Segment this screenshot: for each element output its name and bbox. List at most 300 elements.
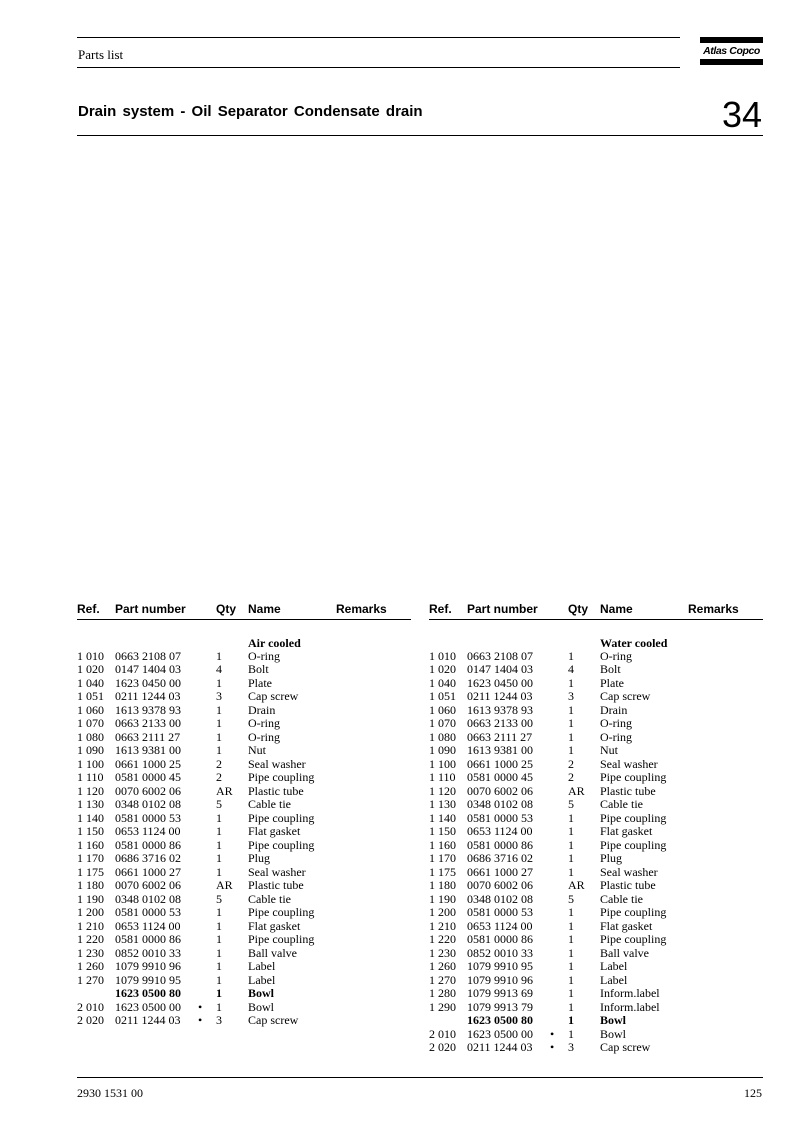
cell-ref: 1 175 (77, 864, 104, 879)
cell-ref: 1 080 (429, 729, 456, 744)
cell-name: Pipe coupling (248, 932, 315, 946)
cell-part-number: 1079 9910 96 (467, 972, 533, 987)
cell-ref: 1 060 (429, 702, 456, 717)
cell-ref: 2 020 (77, 1013, 104, 1027)
table-row (429, 920, 763, 934)
cell-part-number: 0663 2133 00 (467, 716, 533, 730)
cell-ref: 2 020 (429, 1040, 456, 1054)
cell-ref: 2 010 (429, 1026, 456, 1041)
header-remarks: Remarks (688, 602, 739, 616)
cell-qty: 1 (568, 932, 574, 946)
cell-name: Nut (600, 743, 618, 757)
cell-name: Plastic tube (600, 878, 656, 892)
cell-part-number: 0663 2108 07 (467, 648, 533, 663)
table-row (77, 866, 411, 880)
cell-name: O-ring (248, 648, 280, 663)
table-row (429, 704, 763, 718)
section-heading (429, 636, 763, 650)
table-row (429, 744, 763, 758)
cell-name: Pipe coupling (248, 810, 315, 825)
cell-part-number: 0663 2133 00 (115, 716, 181, 730)
cell-name: Plug (600, 851, 623, 865)
cell-part-number: 1079 9913 69 (467, 986, 533, 1000)
cell-name: Flat gasket (248, 918, 301, 933)
header-rule (429, 619, 763, 620)
cell-ref: 1 020 (429, 662, 456, 676)
cell-ref: 1 270 (429, 972, 456, 987)
logo-bottom-bar (700, 59, 763, 65)
cell-part-number: 0661 1000 25 (467, 756, 533, 771)
table-row (77, 906, 411, 920)
cell-ref: 1 010 (77, 648, 104, 663)
cell-ref: 1 280 (429, 986, 456, 1000)
cell-name: Cap screw (248, 689, 299, 703)
table-row (429, 974, 763, 988)
table-row (77, 839, 411, 853)
table-row (429, 785, 763, 799)
cell-qty: 1 (216, 810, 222, 825)
cell-qty: 1 (216, 864, 222, 879)
cell-name: Cap screw (248, 1013, 299, 1027)
cell-part-number: 0070 6002 06 (115, 878, 181, 892)
cell-name: Bolt (600, 662, 621, 676)
header-ref: Ref. (429, 602, 452, 616)
cell-ref: 1 230 (429, 945, 456, 960)
table-row (429, 758, 763, 772)
cell-qty: 5 (568, 797, 574, 811)
cell-ref: 2 010 (77, 999, 104, 1014)
cell-part-number: 1079 9910 95 (115, 972, 181, 987)
cell-marker: • (198, 1013, 203, 1027)
header-bottom-rule (77, 67, 680, 68)
cell-name: Inform.label (600, 999, 660, 1014)
cell-part-number: 0581 0000 53 (115, 810, 181, 825)
table-row (77, 731, 411, 745)
header-name: Name (600, 602, 633, 616)
cell-qty: 2 (568, 770, 574, 784)
cell-name: Pipe coupling (600, 905, 667, 919)
cell-part-number: 0653 1124 00 (467, 824, 533, 838)
cell-part-number: 0581 0000 86 (467, 837, 533, 852)
cell-ref: 1 051 (77, 689, 104, 703)
table-row (429, 933, 763, 947)
cell-qty: 1 (568, 824, 574, 838)
cell-qty: AR (216, 878, 233, 892)
cell-qty: AR (568, 878, 585, 892)
table-row (429, 906, 763, 920)
table-row (77, 690, 411, 704)
cell-part-number: 0147 1404 03 (467, 662, 533, 676)
cell-name: Flat gasket (248, 824, 301, 838)
cell-name: Nut (248, 743, 266, 757)
cell-part-number: 0661 1000 27 (115, 864, 181, 879)
cell-ref: 1 200 (77, 905, 104, 919)
table-row (77, 825, 411, 839)
cell-ref: 1 140 (77, 810, 104, 825)
cell-name: O-ring (248, 716, 280, 730)
table-row (429, 960, 763, 974)
cell-qty: 1 (568, 864, 574, 879)
table-row (77, 717, 411, 731)
page-title: Drain system - Oil Separator Condensate drain (78, 103, 423, 120)
cell-name: Bowl (600, 1026, 627, 1041)
table-row (429, 866, 763, 880)
cell-ref: 1 260 (429, 959, 456, 973)
cell-ref: 1 210 (429, 918, 456, 933)
cell-qty: 1 (216, 743, 222, 757)
cell-qty: 1 (216, 702, 222, 717)
cell-qty: 5 (216, 797, 222, 811)
cell-part-number: 0663 2108 07 (115, 648, 181, 663)
cell-part-number: 0147 1404 03 (115, 662, 181, 676)
cell-marker: • (550, 1040, 555, 1054)
cell-qty: 5 (216, 891, 222, 906)
table-row (429, 852, 763, 866)
cell-part-number: 0211 1244 03 (115, 1013, 181, 1027)
cell-qty: 3 (568, 689, 574, 703)
cell-name: Bolt (248, 662, 269, 676)
cell-qty: 1 (568, 905, 574, 919)
cell-name: Label (248, 959, 276, 973)
cell-name: O-ring (600, 716, 632, 730)
cell-part-number: 0070 6002 06 (467, 783, 533, 798)
header-qty: Qty (216, 602, 237, 616)
cell-name: Plate (600, 675, 624, 690)
table-row (77, 650, 411, 664)
cell-part-number: 0070 6002 06 (115, 783, 181, 798)
cell-ref: 1 175 (429, 864, 456, 879)
cell-part-number: 0070 6002 06 (467, 878, 533, 892)
cell-qty: 1 (568, 1013, 574, 1027)
cell-name: Seal washer (248, 864, 306, 879)
cell-ref: 1 180 (77, 878, 104, 892)
cell-ref: 1 160 (77, 837, 104, 852)
cell-ref: 1 110 (429, 770, 456, 784)
table-row (429, 798, 763, 812)
section-heading-text: Air cooled (248, 636, 301, 650)
cell-ref: 1 200 (429, 905, 456, 919)
cell-part-number: 0663 2111 27 (467, 729, 533, 744)
cell-name: Plastic tube (600, 783, 656, 798)
cell-name: Pipe coupling (600, 932, 667, 946)
table-row (429, 839, 763, 853)
table-row (77, 987, 411, 1001)
cell-qty: 1 (216, 716, 222, 730)
cell-ref: 1 210 (77, 918, 104, 933)
cell-part-number: 1623 0450 00 (467, 675, 533, 690)
cell-ref: 1 150 (429, 824, 456, 838)
table-row (77, 879, 411, 893)
cell-name: O-ring (248, 729, 280, 744)
header-top-rule (77, 37, 680, 38)
cell-ref: 1 120 (77, 783, 104, 798)
cell-qty: 1 (568, 648, 574, 663)
cell-part-number: 0581 0000 53 (115, 905, 181, 919)
cell-qty: 1 (216, 648, 222, 663)
cell-qty: 1 (568, 851, 574, 865)
cell-ref: 1 090 (429, 743, 456, 757)
table-row (77, 1014, 411, 1028)
cell-part-number: 0211 1244 03 (467, 1040, 533, 1054)
header-part-number: Part number (467, 602, 538, 616)
table-body (429, 650, 763, 1055)
cell-qty: 1 (216, 729, 222, 744)
header-name: Name (248, 602, 281, 616)
table-row (77, 704, 411, 718)
cell-ref: 1 180 (429, 878, 456, 892)
table-row (429, 663, 763, 677)
table-row (77, 785, 411, 799)
cell-ref: 1 060 (77, 702, 104, 717)
cell-part-number: 0663 2111 27 (115, 729, 181, 744)
cell-name: Plug (248, 851, 271, 865)
cell-name: Pipe coupling (600, 810, 667, 825)
parts-table-water-cooled (429, 602, 763, 1055)
table-row (429, 1028, 763, 1042)
cell-part-number: 0348 0102 08 (115, 891, 181, 906)
cell-part-number: 0653 1124 00 (115, 918, 181, 933)
cell-marker: • (550, 1026, 555, 1041)
cell-part-number: 0581 0000 45 (115, 770, 181, 784)
footer-rule (77, 1077, 763, 1078)
cell-qty: 1 (216, 675, 222, 690)
cell-ref: 1 160 (429, 837, 456, 852)
cell-qty: 1 (216, 999, 222, 1014)
cell-name: Plastic tube (248, 783, 304, 798)
cell-ref: 1 040 (77, 675, 104, 690)
table-header (77, 602, 411, 619)
cell-part-number: 0686 3716 02 (115, 851, 181, 865)
header-qty: Qty (568, 602, 589, 616)
cell-name: Plate (248, 675, 272, 690)
cell-part-number: 0581 0000 53 (467, 810, 533, 825)
header-part-number: Part number (115, 602, 186, 616)
table-row (77, 852, 411, 866)
cell-ref: 1 070 (429, 716, 456, 730)
table-row (77, 920, 411, 934)
table-row (77, 960, 411, 974)
table-body (77, 650, 411, 1028)
cell-name: Pipe coupling (248, 770, 315, 784)
cell-qty: 1 (568, 972, 574, 987)
cell-qty: 4 (216, 662, 222, 676)
cell-ref: 1 190 (429, 891, 456, 906)
cell-qty: 1 (216, 824, 222, 838)
cell-qty: 3 (568, 1040, 574, 1054)
cell-name: Pipe coupling (248, 905, 315, 919)
cell-name: Bowl (248, 986, 275, 1000)
cell-ref: 1 230 (77, 945, 104, 960)
cell-ref: 1 290 (429, 999, 456, 1014)
cell-qty: 1 (216, 837, 222, 852)
cell-part-number: 0581 0000 86 (115, 932, 181, 946)
cell-name: O-ring (600, 729, 632, 744)
cell-part-number: 0211 1244 03 (115, 689, 181, 703)
table-row (77, 974, 411, 988)
table-row (77, 947, 411, 961)
cell-ref: 1 170 (77, 851, 104, 865)
cell-qty: 1 (568, 1026, 574, 1041)
cell-ref: 1 090 (77, 743, 104, 757)
cell-qty: 1 (216, 918, 222, 933)
cell-ref: 1 080 (77, 729, 104, 744)
table-row (77, 812, 411, 826)
cell-name: Ball valve (600, 945, 649, 960)
table-row (429, 650, 763, 664)
cell-part-number: 0348 0102 08 (467, 891, 533, 906)
cell-qty: 1 (568, 716, 574, 730)
cell-qty: 1 (568, 810, 574, 825)
table-header (429, 602, 763, 619)
cell-name: Cap screw (600, 1040, 651, 1054)
cell-part-number: 0581 0000 86 (467, 932, 533, 946)
cell-name: Seal washer (248, 756, 306, 771)
cell-ref: 1 100 (429, 756, 456, 771)
header-rule (77, 619, 411, 620)
cell-name: Cable tie (248, 797, 291, 811)
cell-ref: 1 220 (429, 932, 456, 946)
cell-part-number: 1623 0500 80 (115, 986, 181, 1000)
table-row (77, 663, 411, 677)
cell-part-number: 0852 0010 33 (467, 945, 533, 960)
cell-ref: 1 070 (77, 716, 104, 730)
cell-name: Label (248, 972, 276, 987)
cell-qty: 2 (216, 770, 222, 784)
cell-name: Seal washer (600, 756, 658, 771)
cell-name: Cable tie (248, 891, 291, 906)
cell-part-number: 1623 0500 80 (467, 1013, 533, 1027)
table-row (429, 987, 763, 1001)
section-heading (77, 636, 411, 650)
table-row (429, 771, 763, 785)
cell-ref: 1 100 (77, 756, 104, 771)
cell-ref: 1 110 (77, 770, 104, 784)
table-row (77, 1001, 411, 1015)
cell-qty: 2 (216, 756, 222, 771)
table-row (77, 798, 411, 812)
cell-name: Drain (600, 702, 628, 717)
cell-part-number: 1613 9381 00 (115, 743, 181, 757)
cell-name: Label (600, 972, 628, 987)
cell-qty: 2 (568, 756, 574, 771)
cell-qty: 1 (216, 851, 222, 865)
cell-ref: 1 140 (429, 810, 456, 825)
cell-part-number: 0661 1000 25 (115, 756, 181, 771)
table-row (429, 1001, 763, 1015)
cell-name: O-ring (600, 648, 632, 663)
cell-name: Plastic tube (248, 878, 304, 892)
cell-name: Bowl (600, 1013, 627, 1027)
cell-name: Ball valve (248, 945, 297, 960)
cell-qty: 1 (216, 959, 222, 973)
cell-ref: 1 260 (77, 959, 104, 973)
cell-part-number: 0581 0000 53 (467, 905, 533, 919)
cell-qty: AR (568, 783, 585, 798)
table-row (429, 825, 763, 839)
table-row (429, 879, 763, 893)
cell-part-number: 0852 0010 33 (115, 945, 181, 960)
cell-qty: 1 (568, 945, 574, 960)
cell-part-number: 1623 0450 00 (115, 675, 181, 690)
cell-qty: 3 (216, 1013, 222, 1027)
cell-part-number: 0653 1124 00 (115, 824, 181, 838)
cell-name: Cap screw (600, 689, 651, 703)
cell-ref: 1 150 (77, 824, 104, 838)
cell-ref: 1 130 (429, 797, 456, 811)
cell-part-number: 0581 0000 86 (115, 837, 181, 852)
cell-part-number: 0211 1244 03 (467, 689, 533, 703)
cell-qty: 1 (568, 675, 574, 690)
logo-text: Atlas Copco (703, 45, 760, 57)
cell-part-number: 1623 0500 00 (115, 999, 181, 1014)
cell-name: Bowl (248, 999, 275, 1014)
cell-name: Flat gasket (600, 824, 653, 838)
cell-qty: 1 (568, 999, 574, 1014)
table-row (429, 893, 763, 907)
cell-qty: 4 (568, 662, 574, 676)
cell-part-number: 0653 1124 00 (467, 918, 533, 933)
table-row (77, 677, 411, 691)
cell-ref: 1 051 (429, 689, 456, 703)
brand-logo (700, 37, 763, 66)
section-heading-text: Water cooled (600, 636, 668, 650)
header-label: Parts list (78, 47, 124, 62)
cell-name: Drain (248, 702, 276, 717)
header-ref: Ref. (77, 602, 100, 616)
table-row (77, 933, 411, 947)
cell-ref: 1 020 (77, 662, 104, 676)
cell-name: Pipe coupling (600, 837, 667, 852)
table-row (429, 717, 763, 731)
cell-name: Inform.label (600, 986, 660, 1000)
table-row (429, 1041, 763, 1055)
cell-ref: 1 040 (429, 675, 456, 690)
table-row (77, 758, 411, 772)
cell-part-number: 1079 9910 96 (115, 959, 181, 973)
table-row (77, 771, 411, 785)
cell-ref: 1 010 (429, 648, 456, 663)
table-row (429, 677, 763, 691)
cell-qty: 1 (216, 972, 222, 987)
cell-qty: 1 (568, 959, 574, 973)
cell-qty: 1 (216, 945, 222, 960)
cell-qty: 1 (568, 743, 574, 757)
table-row (77, 893, 411, 907)
cell-part-number: 1079 9913 79 (467, 999, 533, 1014)
header-remarks: Remarks (336, 602, 387, 616)
cell-name: Pipe coupling (248, 837, 315, 852)
cell-name: Cable tie (600, 891, 643, 906)
cell-qty: 1 (568, 837, 574, 852)
cell-qty: 5 (568, 891, 574, 906)
cell-part-number: 0686 3716 02 (467, 851, 533, 865)
cell-qty: 1 (568, 702, 574, 717)
footer-page-number: 125 (744, 1086, 762, 1100)
table-row (429, 947, 763, 961)
cell-qty: 1 (568, 729, 574, 744)
table-row (429, 731, 763, 745)
cell-name: Flat gasket (600, 918, 653, 933)
section-number: 34 (722, 94, 763, 135)
cell-part-number: 0661 1000 27 (467, 864, 533, 879)
footer-doc-number: 2930 1531 00 (77, 1086, 143, 1100)
cell-marker: • (198, 999, 203, 1014)
cell-name: Seal washer (600, 864, 658, 879)
cell-name: Cable tie (600, 797, 643, 811)
cell-part-number: 1079 9910 95 (467, 959, 533, 973)
table-row (77, 744, 411, 758)
cell-part-number: 1623 0500 00 (467, 1026, 533, 1041)
